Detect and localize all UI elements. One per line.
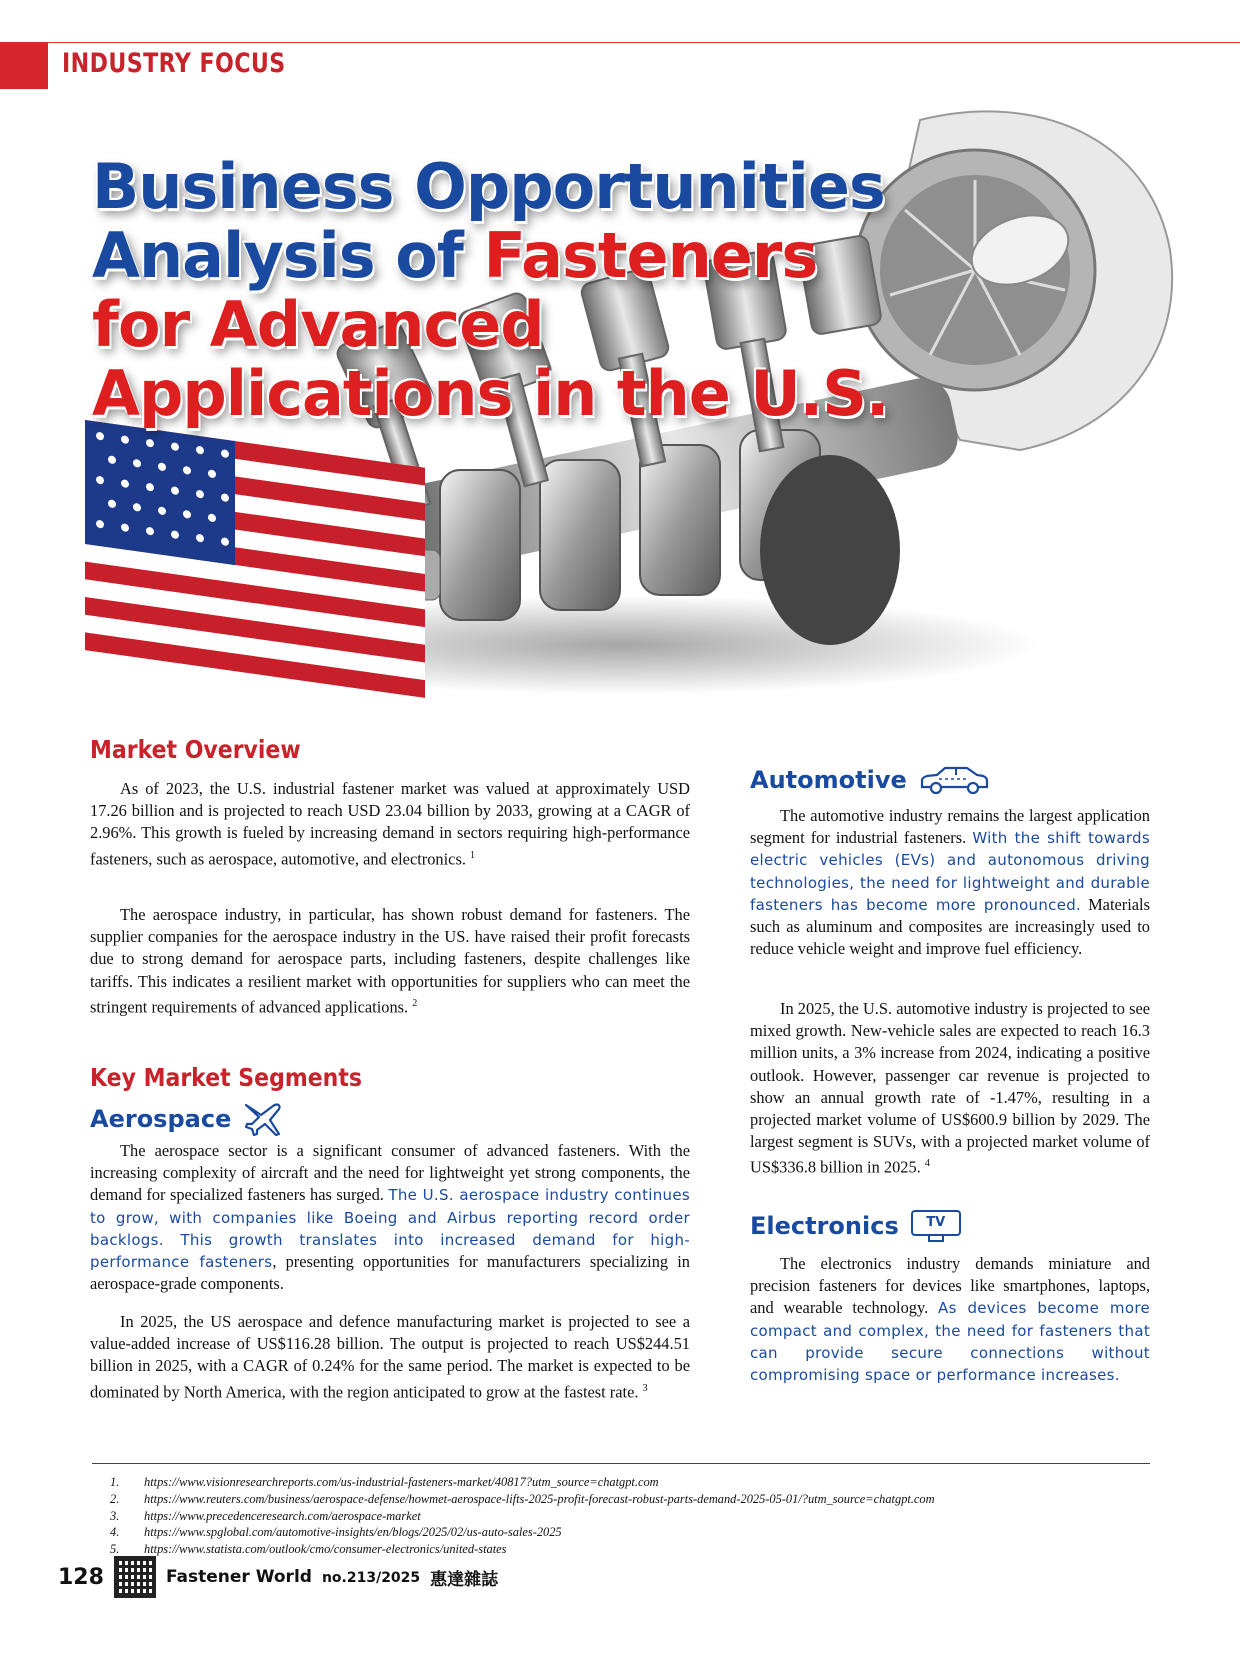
aerospace-highlight: The U.S. aerospace industry continues to grow, with companies like Boeing and Airbus reporting record order backlogs. This growth translates into increased demand for high-performance fasteners [90, 1186, 690, 1272]
title-line-3: for Advanced [92, 288, 544, 361]
magazine-name: Fastener World [165, 1567, 312, 1587]
header-red-bar [0, 42, 48, 89]
footnote-link[interactable]: https://www.statista.com/outlook/cmo/consumer-electronics/united-states [144, 1542, 507, 1557]
footnote: 5. https://www.statista.com/outlook/cmo/consumer-electronics/united-states [110, 1542, 507, 1557]
footnote-link[interactable]: https://www.reuters.com/business/aerospace-defense/howmet-aerospace-lifts-2025-profit-forecast-robust-parts-demand-2025-05-01/?utm_source=chatgpt.com [144, 1491, 935, 1506]
page-number: 128 [58, 1564, 104, 1590]
title-line-4: Applications in the U.S. [92, 357, 889, 430]
footnote: 2. https://www.reuters.com/business/aerospace-defense/howmet-aerospace-lifts-2025-profit-forecast-robust-parts-demand-2025-05-01/?utm_source=chatgpt.com [110, 1491, 935, 1506]
footnote-divider [92, 1463, 1150, 1464]
title-line-2-blue: Analysis of [92, 219, 484, 292]
airplane-icon [243, 1102, 283, 1136]
footnote-link[interactable]: https://www.precedenceresearch.com/aerospace-market [144, 1508, 421, 1523]
footnote: 4. https://www.spglobal.com/automotive-insights/en/blogs/2025/02/us-auto-sales-2025 [110, 1525, 562, 1540]
automotive-paragraph-2: In 2025, the U.S. automotive industry is projected to see mixed growth. New-vehicle sales are expected to reach 16.3 million units, a 3% increase from 2024, indicating a positive outlook. However, passenger car revenue is projected to show an annual growth rate of -1.47%, resulting in a projected market volume of US$600.9 billion by 2029. The largest segment is SUVs, with a projected market volume of US$336.8 billion in 2025. $^4$ [750, 999, 1150, 1177]
section-label: INDUSTRY FOCUS [62, 48, 286, 79]
car-icon [919, 765, 989, 795]
tv-icon [911, 1210, 961, 1242]
aerospace-heading: Aerospace [90, 1102, 283, 1136]
us-flag [85, 420, 425, 698]
article-title [92, 152, 1092, 428]
title-line-1: Business Opportunities [92, 150, 885, 223]
electronics-paragraph-1: The electronics industry demands miniature and precision fasteners for devices like smartphones, laptops, and wearable technology. As devices become more compact and complex, the need for fasteners that can provide secure connections without compromising space or performance increases. [750, 1254, 1150, 1385]
aerospace-paragraph-1: The aerospace sector is a significant consumer of advanced fasteners. With the increasing complexity of aircraft and the need for lightweight yet strong components, the demand for specialized fasteners has surged. The U.S. aerospace industry continues to grow, with companies like Boeing and Airbus reporting record order backlogs. This growth translates into increased demand for high-performance fasteners, presenting opportunities for manufacturers specializing in aerospace-grade components. [90, 1141, 691, 1294]
footnote: 1. https://www.visionresearchreports.com/us-industrial-fasteners-market/40817?utm_source=chatgpt.com [110, 1475, 659, 1489]
footnotes [110, 1474, 935, 1558]
footnote-ref-1[interactable]: 1 [470, 849, 476, 861]
automotive-heading: Automotive [750, 765, 989, 795]
electronics-highlight: As devices become more compact and complex, the need for fasteners that can provide secure connections without compromising space or performance increases. [750, 1299, 1150, 1385]
automotive-paragraph-1: The automotive industry remains the largest application segment for industrial fasteners. With the shift towards electric vehicles (EVs) and autonomous driving technologies, the need for lightweight and durable fasteners has become more pronounced. Materials such as aluminum and composites are increasingly used to reduce vehicle weight and improve fuel efficiency. [750, 806, 1150, 959]
qr-code-icon[interactable] [114, 1556, 156, 1598]
footnote-link[interactable]: https://www.visionresearchreports.com/us-industrial-fasteners-market/40817?utm_source=chatgpt.com [144, 1475, 659, 1489]
market-overview-paragraph-1: As of 2023, the U.S. industrial fastener market was valued at approximately USD 17.26 billion and is projected to reach USD 23.04 billion by 2033, growing at a CAGR of 2.96%. This growth is fueled by increasing demand in sectors requiring high-performance fasteners, such as aerospace, automotive, and electronics. $^1$ [90, 779, 690, 869]
issue-number: no.213/2025 [321, 1570, 421, 1586]
header-rule [0, 42, 1240, 43]
aerospace-paragraph-2: In 2025, the US aerospace and defence manufacturing market is projected to see a value-added increase of US$116.28 billion. The output is projected to reach US$244.51 billion in 2025, with a CAGR of 0.24% for the same period. The market is expected to be dominated by North America, with the region anticipated to grow at the fastest rate. $^3$ [90, 1312, 690, 1402]
electronics-heading: Electronics TV [750, 1210, 961, 1242]
market-overview-paragraph-2: The aerospace industry, in particular, has shown robust demand for fasteners. The supplier companies for the aerospace industry in the US. have raised their profit forecasts due to strong demand for aerospace parts, including fasteners, despite challenges like tariffs. This indicates a resilient market with opportunities for suppliers who can meet the stringent requirements of advanced applications. $^2$ [90, 905, 690, 1017]
footnote-ref-2[interactable]: 2 [412, 997, 418, 1009]
tv-icon-label: TV [911, 1210, 961, 1236]
market-overview-heading: Market Overview [90, 735, 301, 764]
key-market-segments-heading: Key Market Segments [90, 1063, 362, 1092]
title-line-2-red: Fasteners [483, 219, 818, 292]
footnote: 3. https://www.precedenceresearch.com/aerospace-market [110, 1508, 421, 1523]
page-footer [58, 1556, 498, 1598]
footnote-link[interactable]: https://www.spglobal.com/automotive-insights/en/blogs/2025/02/us-auto-sales-2025 [144, 1525, 562, 1540]
magazine-chinese-name: 惠達雜誌 [430, 1569, 499, 1590]
automotive-highlight: With the shift towards electric vehicles (EVs) and autonomous driving technologies, the need for lightweight and durable fasteners has become more pronounced. [750, 829, 1150, 914]
footnote-ref-4[interactable]: 4 [924, 1158, 930, 1170]
footnote-ref-3[interactable]: 3 [642, 1382, 648, 1394]
